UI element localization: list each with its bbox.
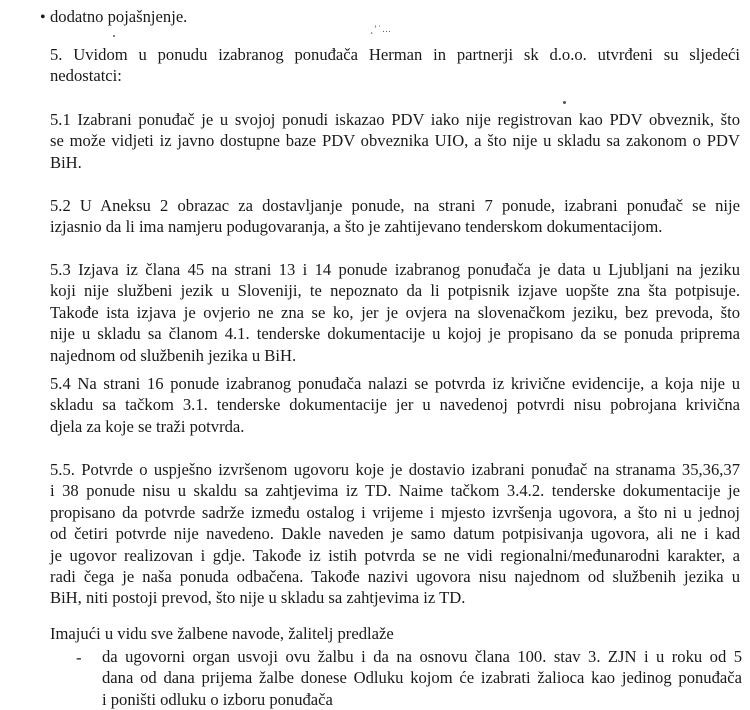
list-item <box>102 646 742 710</box>
text-line: Takođe ista izjava je ovjerio ne zna se ko, jer je ovjera na slovenačkom jeziku, bez prevoda, što <box>50 302 740 322</box>
text-line: 5.2 U Aneksu 2 obrazac za dostavljanje ponude, na strani 7 ponude, izabrani ponuđač se nije <box>50 196 740 215</box>
text-line: nedostatci: <box>50 66 122 86</box>
text-line: djela za koje se traži potvrda. <box>50 416 245 436</box>
paragraph-5-3 <box>50 259 740 366</box>
text-line: dodatno pojašnjenje. <box>50 7 188 27</box>
text-line: 5.3 Izjava iz člana 45 na strani 13 i 14 ponude izabranog ponuđača je data u Ljubljani na jeziku <box>50 260 740 279</box>
text-line: od četiri potvrde nije navedeno. Dakle naveden je samo datum potpisivanja ugovora, ali ne i kad <box>50 524 740 544</box>
text-line: BiH, niti postoji prevod, što nije u skladu sa zahtjevima iz TD. <box>50 588 466 608</box>
text-line: izjasnio da li ima namjeru podugovaranja, a što je zahtijevano tenderskom dokumentacijom. <box>50 217 663 237</box>
text-line: Imajući u vidu sve žalbene navode, žalitelj predlaže <box>50 624 394 643</box>
paragraph-5-2 <box>50 195 740 238</box>
text-line: i poništi odluku o izboru ponuđača <box>102 689 333 709</box>
paragraph-5 <box>50 44 740 87</box>
list-marker: - <box>76 648 82 667</box>
text-line: je ugovor realizovan i gdje. Takođe iz istih potvrda se ne vidi regionalni/međunarodni karakter, a <box>50 545 740 565</box>
text-line: 5.5. Potvrde o uspješno izvršenom ugovoru koje je dostavio izabrani ponuđač na stranama 35,36,37 <box>50 460 740 479</box>
scan-speck-icon <box>113 35 115 37</box>
paragraph-5-4 <box>50 373 740 437</box>
closing-intro <box>50 623 740 644</box>
text-line: skladu sa tačkom 3.1. tenderske dokumentacije jer u navedenoj potvrdi nisu pobrojana krivična <box>50 395 740 415</box>
text-line: BiH. <box>50 152 82 172</box>
text-line: i 38 ponude nisu u skaldu sa zahtjevima iz TD. Naime tačkom 3.4.2. tenderske dokumentacije je <box>50 481 740 501</box>
text-line: radi čega je naša ponuda odbačena. Takođe nazivi ugovora nisu najednom od službenih jezika u <box>50 567 740 587</box>
text-line: nije u skladu sa članom 4.1. tenderske dokumentacije u kojoj je propisano da se ponuda priprema <box>50 324 740 344</box>
text-line: da ugovorni organ usvoji ovu žalbu i da na osnovu člana 100. stav 3. ZJN i u roku od 5 <box>102 647 742 666</box>
text-line: najednom od službenih jezika u BiH. <box>50 345 297 365</box>
text-line: dana od dana prijema žalbe donese Odluku kojom će izabrati žalioca kao jedinog ponuđača <box>102 668 742 688</box>
paragraph-5-1 <box>50 109 740 173</box>
text-line: 5. Uvidom u ponudu izabranog ponuđača Herman in partnerji sk d.o.o. utvrđeni su sljedeći <box>50 45 740 64</box>
paragraph-5-5 <box>50 459 740 609</box>
text-line: propisano da potvrde sadrže između ostalog i vrijeme i mjesto izvršenja ugovora, a što ni u jednoj <box>50 502 740 522</box>
text-line: 5.4 Na strani 16 ponude izabranog ponuđača nalazi se potvrda iz krivične evidencije, a koja nije u <box>50 374 740 393</box>
scan-mark: ¸’˙… <box>370 24 392 34</box>
bullet-dot-icon: • <box>40 9 46 26</box>
text-line: se može vidjeti iz javno dostupne baze PDV obveznika UIO, a što nije u skladu sa zakonom o PDV <box>50 131 740 151</box>
text-line: koji nije službeni jezik u Sloveniji, te nepoznato da li potpisnik izjave uopšte zna šta potpisuje. <box>50 281 740 301</box>
scan-speck-icon <box>563 101 566 104</box>
text-line: 5.1 Izabrani ponuđač je u svojoj ponudi iskazao PDV iako nije registrovan kao PDV obveznik, što <box>50 110 740 129</box>
top-fragment <box>50 0 740 28</box>
